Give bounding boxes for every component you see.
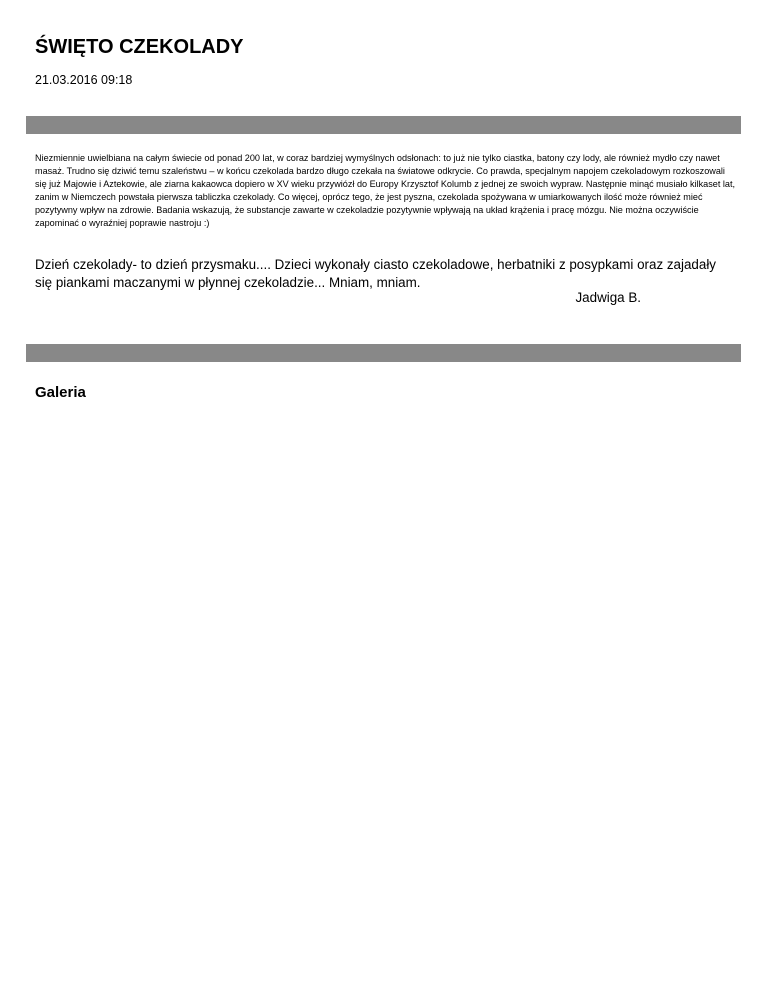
article-intro: Niezmiennie uwielbiana na całym świecie od ponad 200 lat, w coraz bardziej wymyślnych odsłonach: to już nie tylko ciastka, batony czy lody, ale również mydło czy nawet masaż. Trudno się dziwić temu szaleństwu – w końcu czekolada bardzo długo czekała na światowe odkrycie. Co prawda, specjalnym napojem czekoladowym rozkoszowali się już Majowie i Aztekowie, ale ziarna kakaowca dopiero w XV wieku przywiózł do Europy Krzysztof Kolumb z jednej ze swoich wypraw. Następnie minąć musiało kilkaset lat, zanim w Niemczech powstała pierwsza tabliczka czekolady. Co więcej, oprócz tego, że jest pyszna, czekolada spożywana w umiarkowanych ilość może również mieć pozytywny wpływ na zdrowie. Badania wskazują, że substancje zawarte w czekoladzie pozytywnie wpływają na układ krążenia i pracę mózgu. Nie można oczywiście zapominać o wyraźniej poprawie nastroju :): [35, 153, 736, 229]
article-author: Jadwiga B.: [575, 290, 641, 305]
gallery-divider: [26, 344, 741, 362]
article-lead: Dzień czekolady- to dzień przysmaku.... Dzieci wykonały ciasto czekoladowe, herbatniki z posypkami oraz zajadały się piankami maczanymi w płynnej czekoladzie... Mniam, mniam.: [35, 257, 716, 290]
post-date: 21.03.2016 09:18: [35, 73, 133, 87]
section-divider: [26, 116, 741, 134]
page-title: ŚWIĘTO CZEKOLADY: [35, 36, 244, 58]
gallery-heading: Galeria: [35, 384, 86, 401]
